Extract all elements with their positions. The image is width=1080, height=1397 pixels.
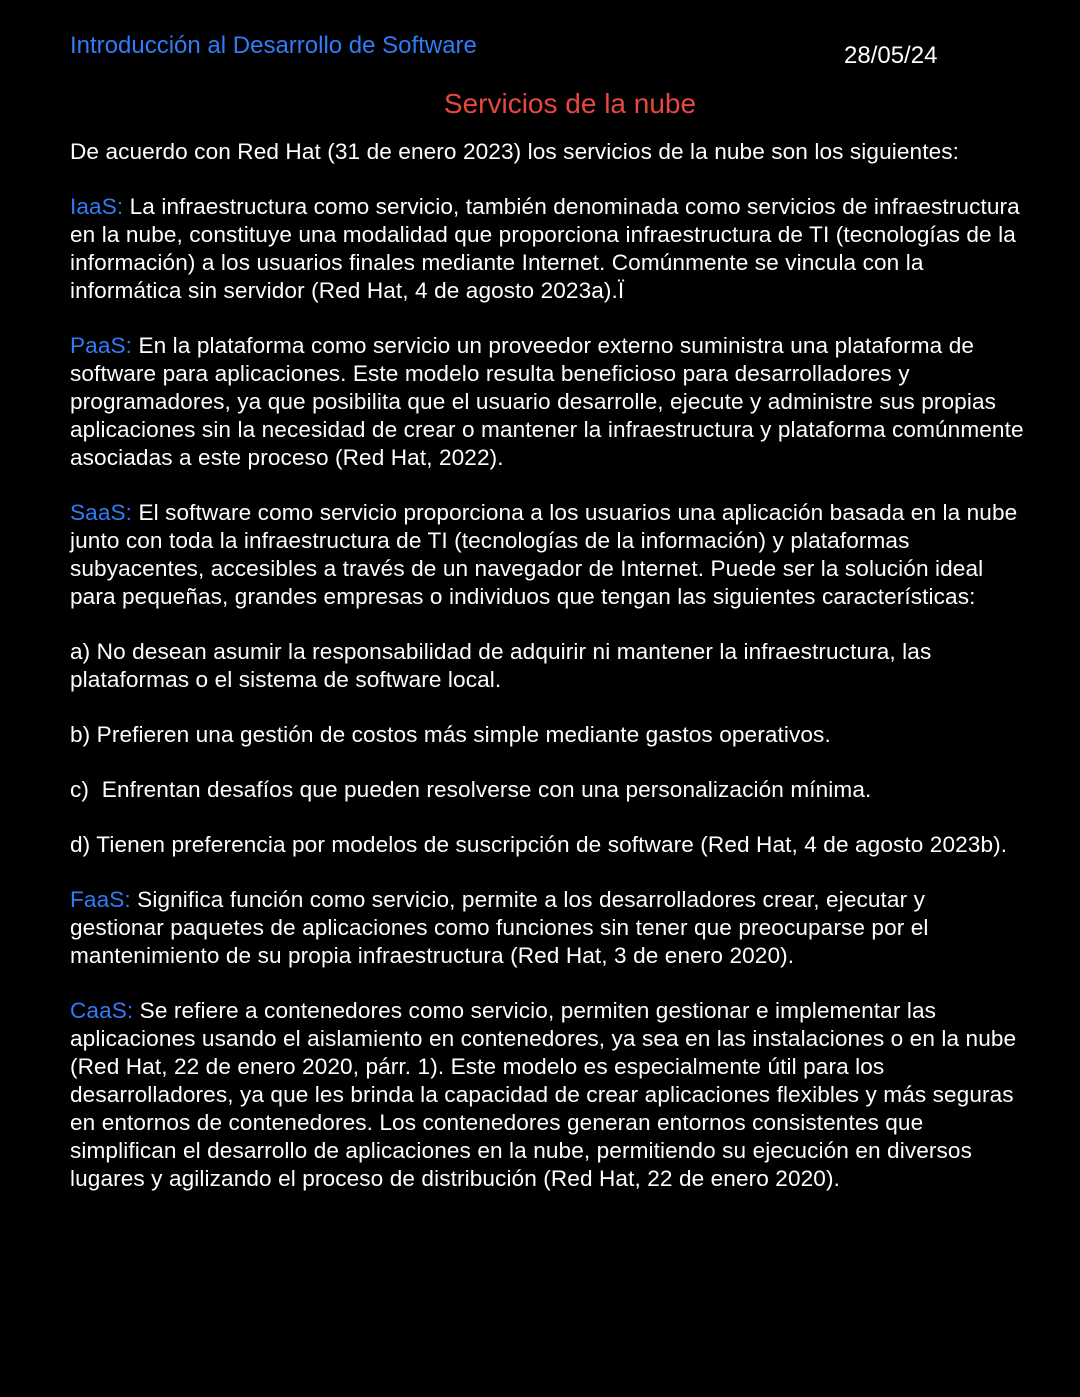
saas-term: SaaS: [70,500,133,525]
iaas-paragraph [70,193,1025,305]
document-body [70,138,1025,1220]
faas-text: Significa función como servicio, permite a los desarrolladores crear, ejecutar y gestionar paquetes de aplicaciones como funciones sin tener que preocuparse por el mantenimiento de su propia infraestructura (Red Hat, 3 de enero 2020). [70,887,929,968]
iaas-term: IaaS: [70,194,124,219]
characteristic-c: c) Enfrentan desafíos que pueden resolverse con una personalización mínima. [70,777,872,802]
characteristic-d: d) Tienen preferencia por modelos de suscripción de software (Red Hat, 4 de agosto 2023b). [70,832,1008,857]
saas-text: El software como servicio proporciona a los usuarios una aplicación basada en la nube junto con toda la infraestructura de TI (tecnologías de la información) y plataformas subyacentes, accesibles a través de un navegador de Internet. Puede ser la solución ideal para pequeñas, grandes empresas o individuos que tengan las siguientes características: [70,500,1018,609]
paas-term: PaaS: [70,333,133,358]
saas-paragraph [70,499,1025,611]
intro-paragraph: De acuerdo con Red Hat (31 de enero 2023) los servicios de la nube son los siguientes: [70,139,960,164]
caas-term: CaaS: [70,998,134,1023]
paas-paragraph [70,332,1025,472]
characteristic-b: b) Prefieren una gestión de costos más simple mediante gastos operativos. [70,722,831,747]
page-title: Servicios de la nube [443,88,697,119]
caas-paragraph [70,997,1025,1193]
characteristic-a: a) No desean asumir la responsabilidad de adquirir ni mantener la infraestructura, las plataformas o el sistema de software local. [70,639,932,692]
iaas-text: La infraestructura como servicio, también denominada como servicios de infraestructura en la nube, constituye una modalidad que proporciona infraestructura de TI (tecnologías de la información) a los usuarios finales mediante Internet. Comúnmente se vincula con la informática sin servidor (Red Hat, 4 de agosto 2023a).Ï [70,194,1020,303]
course-header: Introducción al Desarrollo de Software [70,32,477,59]
paas-text: En la plataforma como servicio un proveedor externo suministra una plataforma de software para aplicaciones. Este modelo resulta beneficioso para desarrolladores y programadores, ya que posibilita que el usuario desarrolle, ejecute y administre sus propias aplicaciones sin la necesidad de crear o mantener la infraestructura y plataforma comúnmente asociadas a este proceso (Red Hat, 2022). [70,333,1024,470]
caas-text: Se refiere a contenedores como servicio, permiten gestionar e implementar las aplicaciones usando el aislamiento en contenedores, ya sea en las instalaciones o en la nube (Red Hat, 22 de enero 2020, párr. 1). Este modelo es especialmente útil para los desarrolladores, ya que les brinda la capacidad de crear aplicaciones flexibles y más seguras en entornos de contenedores. Los contenedores generan entornos consistentes que simplifican el desarrollo de aplicaciones en la nube, permitiendo su ejecución en diversos lugares y agilizando el proceso de distribución (Red Hat, 22 de enero 2020). [70,998,1017,1191]
faas-paragraph [70,886,1025,970]
faas-term: FaaS: [70,887,131,912]
document-date: 28/05/24 [844,42,938,69]
